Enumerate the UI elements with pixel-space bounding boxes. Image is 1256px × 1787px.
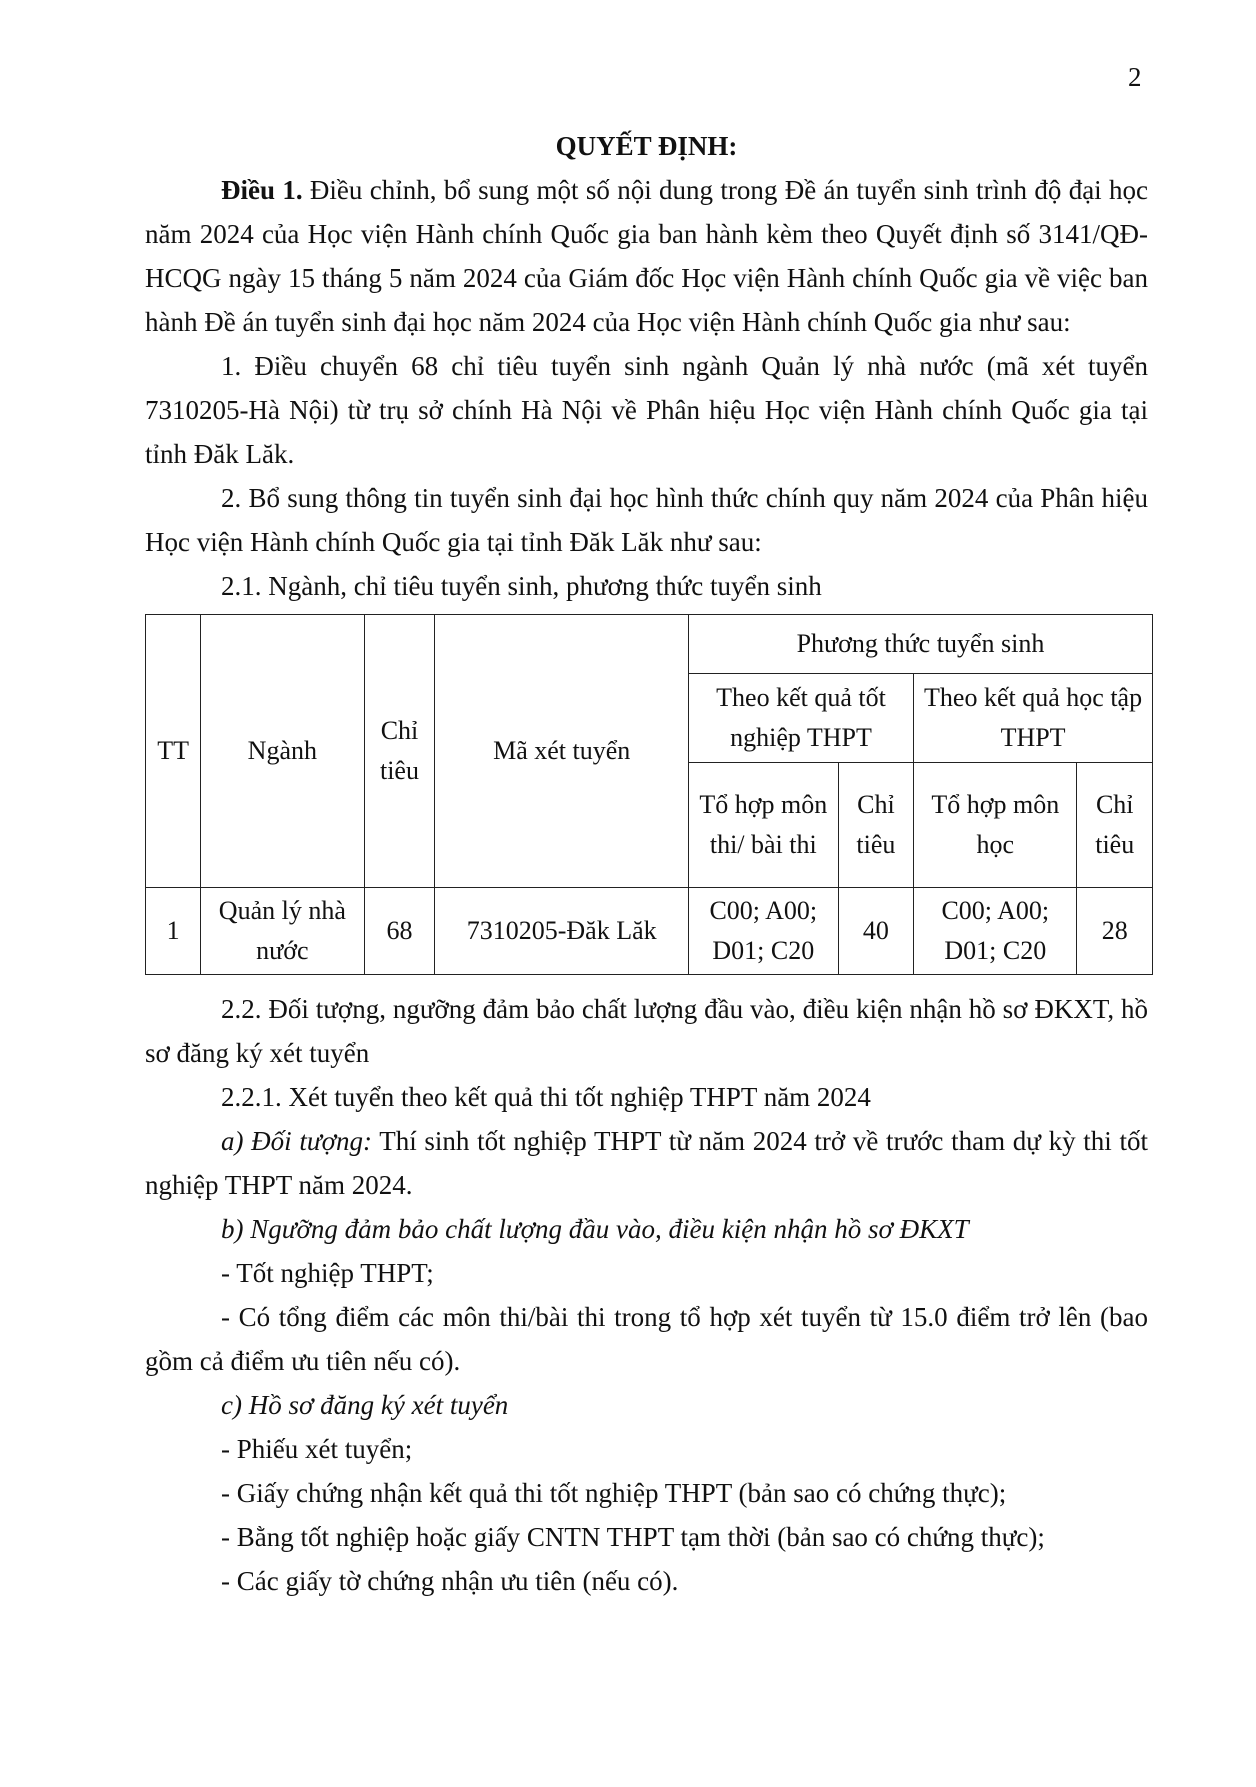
page-number: 2 xyxy=(1128,62,1142,92)
item-c-1: - Phiếu xét tuyển; xyxy=(221,1434,413,1464)
cell-nganh: Quản lý nhà nước xyxy=(201,888,364,975)
header-to-hop-mon-thi: Tổ hợp môn thi/ bài thi xyxy=(688,763,838,888)
cell-chi-tieu-thi: 40 xyxy=(838,888,913,975)
cell-to-hop-thi: C00; A00; D01; C20 xyxy=(688,888,838,975)
item-1: 1. Điều chuyển 68 chỉ tiêu tuyển sinh ngành Quản lý nhà nước (mã xét tuyển 7310205-Hà Nội) từ trụ sở chính Hà Nội về Phân hiệu Học viện Hành chính Quốc gia tại tỉnh Đăk Lăk. xyxy=(145,351,1148,469)
item-2: 2. Bổ sung thông tin tuyển sinh đại học hình thức chính quy năm 2024 của Phân hiệu Học viện Hành chính Quốc gia tại tỉnh Đăk Lăk như sau: xyxy=(145,483,1148,557)
article-1-text: Điều chỉnh, bổ sung một số nội dung trong Đề án tuyển sinh trình độ đại học năm 2024 của Học viện Hành chính Quốc gia ban hành kèm theo Quyết định số 3141/QĐ-HCQG ngày 15 tháng 5 năm 2024 của Giám đốc Học viện Hành chính Quốc gia về việc ban hành Đề án tuyển sinh đại học năm 2024 của Học viện Hành chính Quốc gia như sau: xyxy=(145,175,1149,337)
cell-ma-xet-tuyen: 7310205-Đăk Lăk xyxy=(435,888,688,975)
admission-table xyxy=(145,614,1153,975)
header-chi-tieu-hoc: Chỉ tiêu xyxy=(1077,763,1153,888)
header-nganh: Ngành xyxy=(201,615,364,888)
cell-chi-tieu-hoc: 28 xyxy=(1077,888,1153,975)
item-b-1: - Tốt nghiệp THPT; xyxy=(221,1258,434,1288)
article-1 xyxy=(145,168,1148,344)
item-c-4: - Các giấy tờ chứng nhận ưu tiên (nếu có). xyxy=(221,1566,679,1596)
cell-chi-tieu: 68 xyxy=(364,888,435,975)
cell-tt: 1 xyxy=(146,888,201,975)
item-c-2: - Giấy chứng nhận kết quả thi tốt nghiệp THPT (bản sao có chứng thực); xyxy=(221,1478,1007,1508)
header-hoc-tap: Theo kết quả học tập THPT xyxy=(914,674,1153,763)
decision-title: QUYẾT ĐỊNH: xyxy=(555,131,738,161)
header-ma-xet-tuyen: Mã xét tuyển xyxy=(435,615,688,888)
header-chi-tieu-thi: Chỉ tiêu xyxy=(838,763,913,888)
item-2-2-1: 2.2.1. Xét tuyển theo kết quả thi tốt nghiệp THPT năm 2024 xyxy=(221,1082,871,1112)
item-a-label: a) Đối tượng: xyxy=(221,1126,373,1156)
article-1-label: Điều 1. xyxy=(221,175,303,205)
header-chi-tieu: Chỉ tiêu xyxy=(364,615,435,888)
document-body xyxy=(145,124,1148,1603)
header-to-hop-mon-hoc: Tổ hợp môn học xyxy=(914,763,1077,888)
item-b-2: - Có tổng điểm các môn thi/bài thi trong tổ hợp xét tuyển từ 15.0 điểm trở lên (bao gồm cả điểm ưu tiên nếu có). xyxy=(145,1302,1148,1376)
cell-to-hop-hoc: C00; A00; D01; C20 xyxy=(914,888,1077,975)
item-c-3: - Bằng tốt nghiệp hoặc giấy CNTN THPT tạm thời (bản sao có chứng thực); xyxy=(221,1522,1045,1552)
item-b-label: b) Ngưỡng đảm bảo chất lượng đầu vào, điều kiện nhận hồ sơ ĐKXT xyxy=(221,1214,969,1244)
table-header-row xyxy=(146,615,1153,674)
header-tt: TT xyxy=(146,615,201,888)
item-c-label: c) Hồ sơ đăng ký xét tuyển xyxy=(221,1390,509,1420)
item-2-1: 2.1. Ngành, chỉ tiêu tuyển sinh, phương thức tuyển sinh xyxy=(221,571,822,601)
header-thpt: Theo kết quả tốt nghiệp THPT xyxy=(688,674,913,763)
table-row xyxy=(146,888,1153,975)
header-phuong-thuc: Phương thức tuyển sinh xyxy=(688,615,1152,674)
item-2-2: 2.2. Đối tượng, ngưỡng đảm bảo chất lượng đầu vào, điều kiện nhận hồ sơ ĐKXT, hồ sơ đăng ký xét tuyển xyxy=(145,994,1148,1068)
item-a xyxy=(145,1119,1148,1207)
item-a-text: Thí sinh tốt nghiệp THPT từ năm 2024 trở về trước tham dự kỳ thi tốt nghiệp THPT năm 2024. xyxy=(145,1126,1149,1200)
